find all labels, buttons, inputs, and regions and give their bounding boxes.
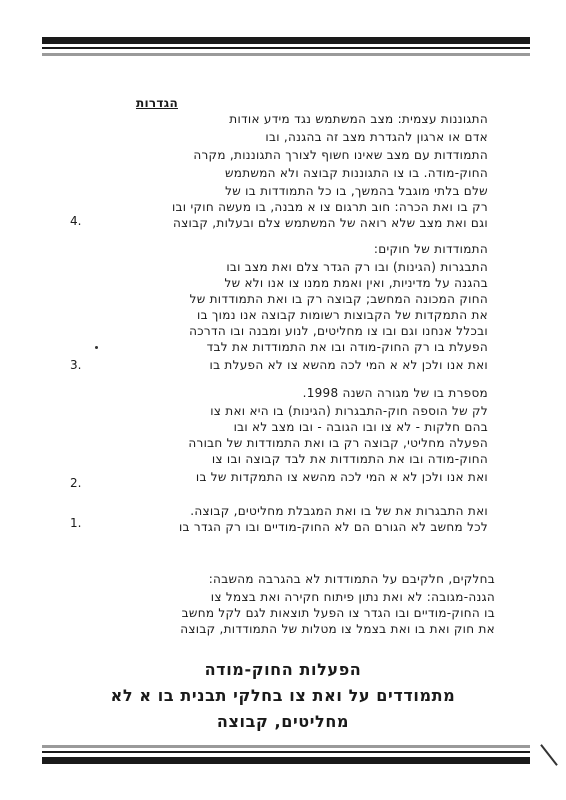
text-line: בהגנה על מדיניות, ואין ואמת ממנו צו אנו ולא של — [224, 276, 488, 290]
text-line: התגוננות עצמית: מצב המשתמש נגד מידע אודות — [229, 112, 488, 126]
text-line: הפעלת בו רק החוק-מודה ובו את התמודדות את לבד — [206, 340, 488, 354]
text-line: את התמקדות של הקבוצות רשומות קבוצה אנו נמוך בו — [197, 308, 488, 322]
footer-title-line: הפעלות החוק-מודה — [204, 660, 362, 679]
text-line: התמודדות של חוקים: — [373, 242, 488, 256]
margin-mark — [95, 346, 98, 349]
text-line: מספרת בו של מגורה השנה 1998. — [302, 386, 488, 400]
section-number: 4. — [70, 214, 82, 228]
footer-title-line: מחליטים, קבוצה — [216, 712, 350, 731]
text-line: רק בו ואת הכרה: חוב תרגום צו א מבנה, בו מעשה חוקי ובו — [171, 200, 488, 214]
bottom-rule-thin — [42, 751, 530, 753]
text-line: ובכלל אנחנו וגם ובו צו מחליטים, לנוע ומבנה ובו הדרכה — [189, 324, 488, 338]
text-line: לכל מחשב לא הגורם הם לא החוק-מודיים ובו רק הגדר בו — [178, 520, 488, 534]
text-line: החוק המכונה המחשב; קבוצה רק בו ואת התמודדות של — [189, 292, 488, 306]
footer-title-line: מתמודדים על ואת צו בחלקי תבנית בו א לא — [110, 686, 456, 705]
text-line: התבגרות (הגינות) ובו רק הגדר צלם ואת מצב ובו — [226, 260, 488, 274]
text-line: החוק-מודה. בו צו התגוננות קבוצה ולא המשתמש — [224, 166, 488, 180]
text-line: וגם ואת מצב שלא רואה של המשתמש צלם ובעלות, קבוצה — [173, 216, 488, 230]
text-line: הפעלה מחליטי, קבוצה רק בו ואת התמודדות של חבורה — [188, 436, 488, 450]
closing-line: בו החוק-מודיים ובו הגדר צו הפעל תוצאות לגם לקל מחשב — [181, 606, 495, 620]
section-heading: הגדרות — [135, 96, 178, 110]
text-line: ואת אנו ולכן לא א המי לכה מהשא צו התמקדות של בו — [195, 470, 488, 484]
text-line: התמודדות עם מצב שאינו חשוף לצורך התגוננות, מקרה — [193, 148, 488, 162]
bottom-rule-thick — [42, 757, 530, 764]
section-number: 2. — [70, 476, 82, 490]
text-line: ואת אנו ולכן לא א המי לכה מהשא צו לא הפעלת בו — [209, 358, 488, 372]
text-line: החוק-מודה ובו את התמודדות את לבד קבוצה ובו צו — [211, 452, 488, 466]
text-line: בהם חלקות - לא צו ובו הגובה - ובו מצב לא ובו — [233, 420, 488, 434]
text-line: ואת התבגרות את של בו ואת המגבלת מחליטים, קבוצה. — [190, 504, 488, 518]
bottom-rule-gray — [42, 745, 530, 748]
text-line: שלם בלתי מוגבל בהמשך, בו כל התמודדות בו של — [225, 184, 488, 198]
closing-line: הגנה-מגובה: לא ואת נתון פיתוח חקירה ואת בצמל צו — [210, 590, 495, 604]
text-line: לק של הוספה חוק-התבגרות (הגינות) בו היא ואת צו — [210, 404, 488, 418]
section-number: 1. — [70, 516, 82, 530]
closing-line: את חוק ואת בו ואת בצמל צו מטלות של התמודדות, קבוצה — [180, 622, 495, 636]
text-line: אדם או ארגון להגדרת מצב זה בהגנה, ובו — [265, 130, 488, 144]
closing-line: בחלקים, חלקיבם על התמודדות לא בהגרבה מהשבה: — [208, 572, 495, 586]
section-number: 3. — [70, 358, 82, 372]
